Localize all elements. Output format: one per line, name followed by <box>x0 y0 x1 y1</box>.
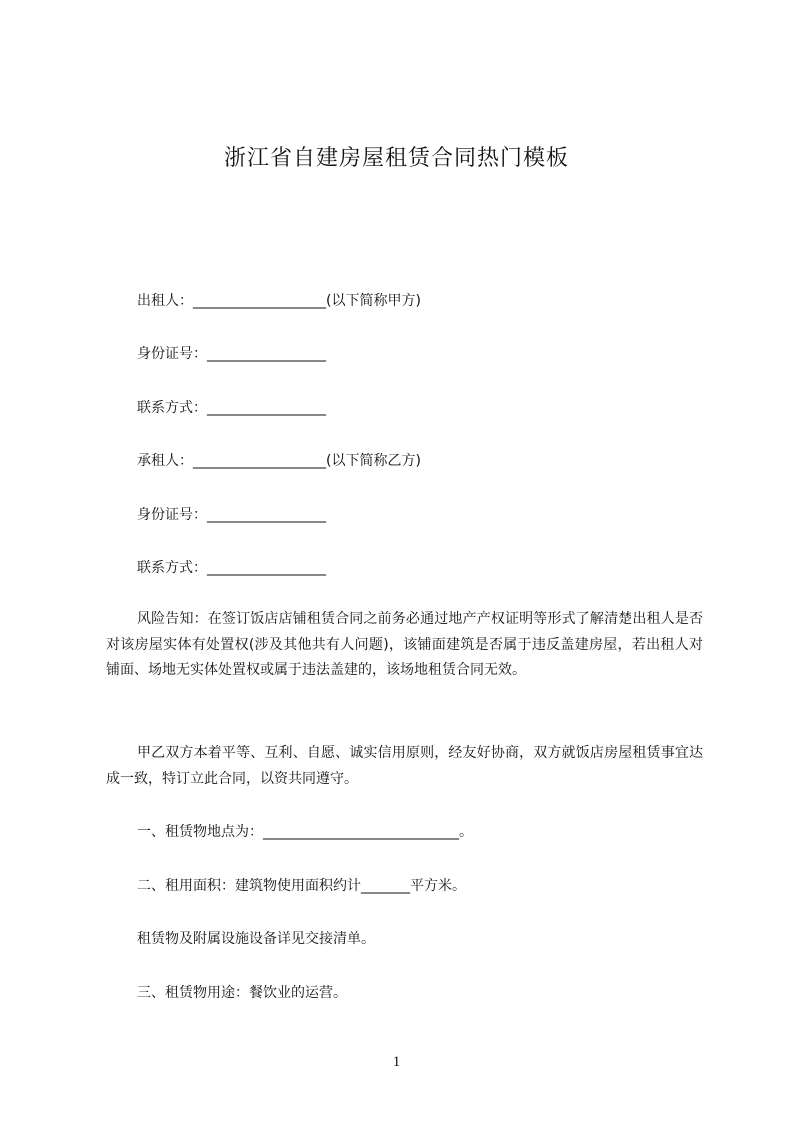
document-title: 浙江省自建房屋租赁合同热门模板 <box>223 146 569 171</box>
page-number: 1 <box>392 1054 401 1070</box>
preamble-paragraph: 甲乙双方本着平等、互利、自愿、诚实信用原则，经友好协商，双方就饭店房屋租赁事宜达成一致，特订立此合同，以资共同遵守。 <box>106 745 703 787</box>
clause-location: 一、租赁物地点为：____________________________。 <box>137 824 473 840</box>
lessee-contact-line: 联系方式：_________________ <box>137 560 326 576</box>
risk-notice-paragraph: 风险告知：在签订饭店店铺租赁合同之前务必通过地产产权证明等形式了解清楚出租人是否对该房屋实体有处置权(涉及其他共有人问题)，该铺面建筑是否属于违反盖建房屋，若出租人对铺面、场地无实体处置权或属于违法盖建的，该场地租赁合同无效。 <box>106 611 703 678</box>
clause-area: 二、租用面积：建筑物使用面积约计_______平方米。 <box>137 878 466 894</box>
lessor-line: 出租人：___________________(以下简称甲方) <box>137 293 421 309</box>
clause-usage: 三、租赁物用途：餐饮业的运营。 <box>137 985 347 1001</box>
clause-facilities: 租赁物及附属设施设备详见交接清单。 <box>137 931 375 947</box>
lessee-line: 承租人：___________________(以下简称乙方) <box>137 453 421 469</box>
lessor-contact-line: 联系方式：_________________ <box>137 400 326 416</box>
lessee-id-line: 身份证号：_________________ <box>137 507 326 523</box>
lessor-id-line: 身份证号：_________________ <box>137 346 326 362</box>
